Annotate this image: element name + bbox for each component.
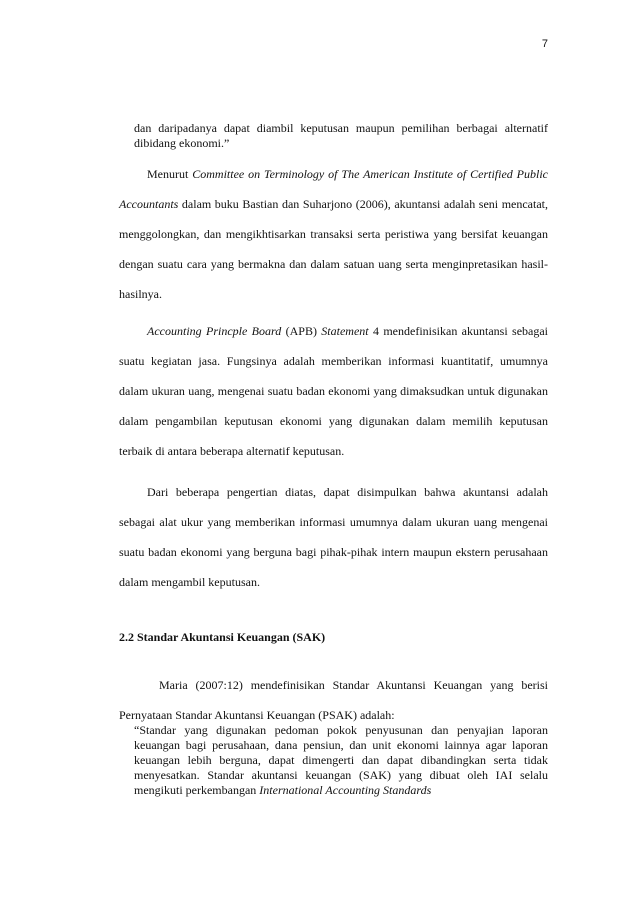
paragraph-accounting-definition-aicpa [119, 159, 548, 309]
quote-italic-term: International Accounting Standards [259, 783, 432, 797]
page-number: 7 [541, 38, 548, 50]
paragraph-sak-definition: Maria (2007:12) mendefinisikan Standar Akuntansi Keuangan yang berisi Pernyataan Standar Akuntansi Keuangan (PSAK) adalah: [119, 678, 548, 722]
block-quote-continuation: dan daripadanya dapat diambil keputusan maupun pemilihan berbagai alternatif dibidang ekonomi.” [134, 121, 548, 150]
text-board-name: Accounting Princple Board [147, 324, 282, 338]
paragraph-apb-statement [119, 316, 548, 466]
text-apb: (APB) [281, 324, 322, 338]
paragraph-conclusion: Dari beberapa pengertian diatas, dapat disimpulkan bahwa akuntansi adalah sebagai alat ukur yang memberikan informasi umumnya dalam ukuran uang mengenai suatu badan ekonomi yang berguna bagi pihak-pihak intern maupun ekstern perusahaan dalam mengambil keputusan. [119, 485, 548, 589]
block-quote-sak [134, 723, 548, 798]
quote-text: “Standar yang digunakan pedoman pokok penyusunan dan penyajian laporan keuangan bagi perusahaan, dana pensiun, dan unit ekonomi lainnya agar laporan keuangan lebih berguna, dapat dimengerti dan dapat dibandingkan serta tidak menyesatkan. Standar akuntansi keuangan (SAK) yang dibuat oleh IAI selalu mengikuti perkembangan [134, 723, 548, 797]
text-lead: Menurut [147, 167, 193, 181]
text-body: 4 mendefinisikan akuntansi sebagai suatu kegiatan jasa. Fungsinya adalah memberikan informasi kuantitatif, umumnya dalam ukuran uang, mengenai suatu badan ekonomi yang dimaksudkan untuk digunakan dalam pengambilan keputusan ekonomi yang digunakan dalam memilih keputusan terbaik di antara beberapa alternatif keputusan. [119, 324, 548, 458]
text-statement: Statement [321, 324, 369, 338]
text-body: dalam buku Bastian dan Suharjono (2006), akuntansi adalah seni mencatat, menggolongkan, dan mengikhtisarkan transaksi serta peristiwa yang bersifat keuangan dengan suatu cara yang bermakna dan dalam satuan uang serta menginpretasikan hasil-hasilnya. [119, 197, 548, 301]
text-organization-name: Committee on Terminology of The American Institute of Certified Public Accountants [119, 167, 548, 211]
section-heading: 2.2 Standar Akuntansi Keuangan (SAK) [119, 630, 326, 644]
